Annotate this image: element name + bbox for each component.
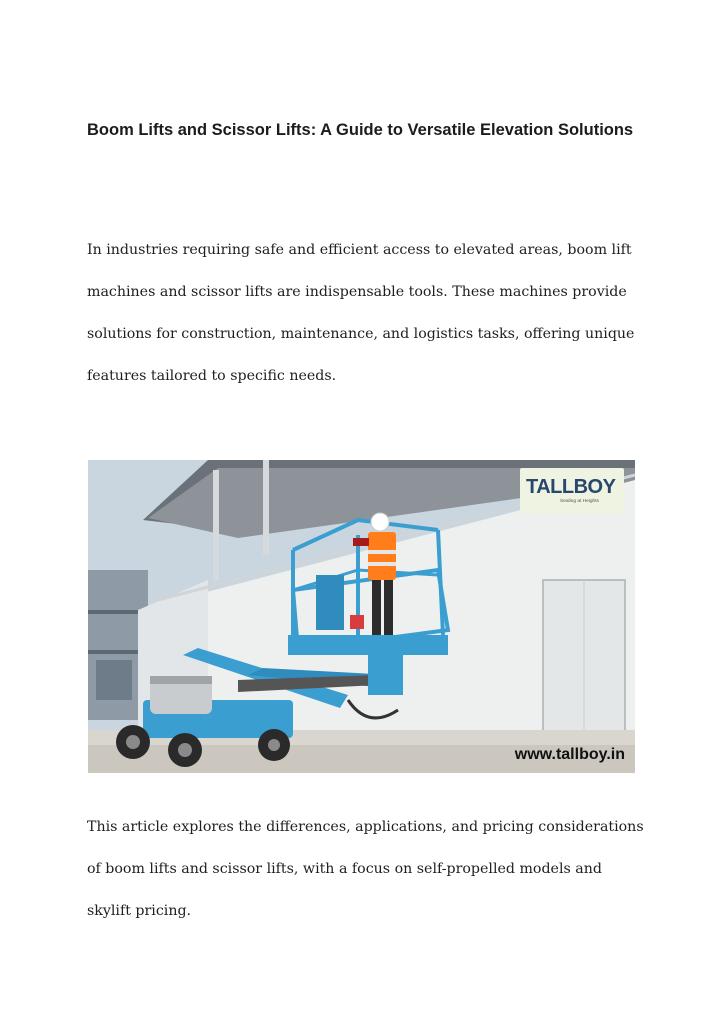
article-title: Boom Lifts and Scissor Lifts: A Guide to Versatile Elevation Solutions (87, 121, 634, 139)
website-watermark: www.tallboy.in (514, 746, 625, 763)
logo-wordmark: TALLBOY (526, 476, 616, 498)
tallboy-logo (520, 468, 624, 514)
boom-lift-photo (88, 460, 635, 773)
outro-paragraph: This article explores the differences, applications, and pricing considerations of boom lifts and scissor lifts, with a focus on self-propelled models and skylift pricing. (87, 819, 644, 919)
intro-paragraph: In industries requiring safe and efficient access to elevated areas, boom lift machines and scissor lifts are indispensable tools. These machines provide solutions for construction, maintenance, and logistics tasks, offering unique features tailored to specific needs. (87, 242, 635, 384)
logo-tagline: Sealing at Heights (560, 499, 599, 504)
